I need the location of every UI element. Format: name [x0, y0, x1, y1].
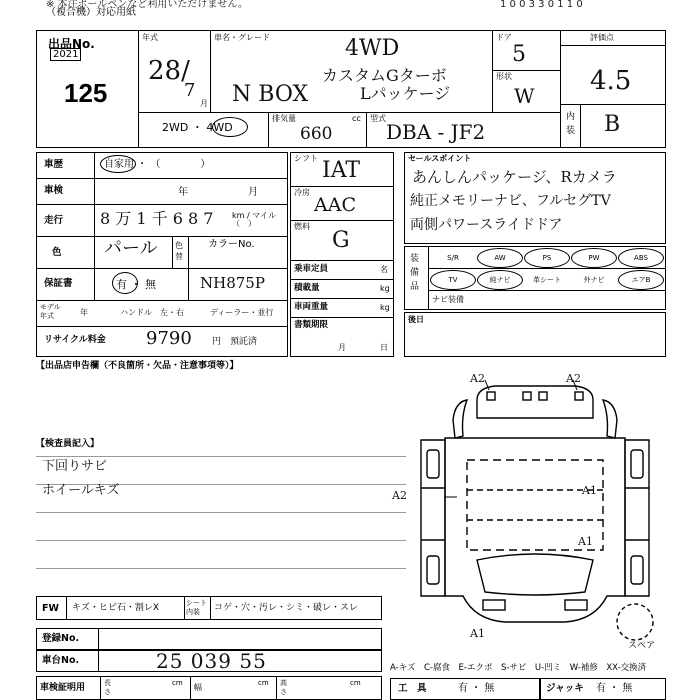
score-value: 4.5: [590, 66, 632, 96]
ac-label: 冷房: [294, 188, 310, 197]
damage-mark: A2: [392, 489, 407, 502]
name-label: 車名・グレード: [214, 33, 270, 42]
lot-number: 125: [64, 78, 108, 108]
color-no-label: カラーNo.: [208, 239, 255, 250]
model-year-unit: 年: [80, 308, 88, 317]
ac-value: AAC: [314, 194, 356, 216]
4wd-circle: [212, 117, 248, 137]
after-frame: [404, 312, 666, 357]
recycle-unit: 円 預託済: [212, 337, 258, 347]
history-label: 車歴: [44, 159, 64, 170]
mileage-unit: km / マイル（ ）: [232, 211, 277, 228]
inspection-month: 月: [248, 187, 258, 198]
fuel-value: G: [332, 228, 350, 253]
history-value: 自家用 ・ （ ）: [104, 159, 211, 170]
sales-line3: 両側パワースライドドア: [410, 217, 563, 233]
recycle-label: リサイクル料金: [44, 335, 106, 345]
weight-unit: kg: [380, 303, 390, 312]
warranty-value: 有 ・ 無: [116, 278, 156, 291]
model-type-label: 型式: [370, 114, 386, 123]
equipment-item: ABS: [618, 248, 664, 268]
shift-value: IAT: [322, 158, 361, 183]
warranty-label: 保証書: [44, 278, 73, 289]
interior-value: B: [604, 112, 621, 137]
tools-value: 有 ・ 無: [458, 683, 495, 694]
seat-items: コゲ・穴・汚レ・シミ・破レ・スレ: [214, 603, 359, 613]
length-unit: cm: [172, 679, 183, 687]
lot-label: 出品No.: [48, 37, 95, 51]
model-name: N BOX: [232, 82, 309, 107]
grade-line2: Lパッケージ: [360, 84, 451, 103]
header-sub: （複合機）対応用紙: [46, 7, 136, 18]
doors-label: ドア: [496, 33, 512, 42]
height-label: 高さ: [280, 679, 287, 696]
doors-value: 5: [512, 42, 526, 67]
inspection-year: 年: [178, 187, 188, 198]
drive-note: 4WD: [345, 36, 400, 61]
damage-mark: A2: [470, 372, 485, 385]
color-label: 色: [52, 247, 62, 258]
cert-label: 車検証明用: [40, 683, 86, 693]
equipment-label: 装備品: [410, 254, 420, 292]
mileage-label: 走行: [44, 215, 64, 226]
equipment-item: AW: [477, 248, 523, 268]
month-unit: 月: [200, 99, 208, 108]
chassis-value: 25 039 55: [156, 649, 267, 673]
equipment-item: 革シート: [533, 276, 561, 284]
color-change: 色替: [175, 241, 183, 261]
dealer-label: ディーラー・並行: [210, 308, 274, 317]
displacement-value: 660: [300, 124, 333, 144]
fw-label: FW: [42, 603, 59, 614]
equipment-item: エアB: [618, 270, 664, 290]
header-text: ※ 本注ボールペンなど利用いただけません。: [46, 0, 248, 10]
fuel-label: 燃料: [294, 222, 310, 231]
height-unit: cm: [350, 679, 361, 687]
inspection-label: 車検: [44, 185, 64, 196]
after-label: 後日: [408, 315, 424, 324]
damage-mark: A1: [578, 535, 593, 548]
width-label: 幅: [194, 683, 202, 692]
jack-value: 有 ・ 無: [596, 683, 633, 694]
load-unit: kg: [380, 284, 390, 293]
inspector-line2: ホイールキズ: [42, 483, 120, 498]
damage-legend: A-キズ C-腐食 E-エクボ S-サビ U-凹ミ W-補修 XX-交換済: [390, 663, 647, 673]
registration-row: [36, 628, 382, 650]
chassis-label: 車台No.: [42, 655, 80, 666]
private-circle: [100, 155, 136, 173]
year-label: 年式: [142, 33, 158, 42]
docs-day: 日: [380, 343, 388, 352]
tools-label: 工 具: [398, 683, 427, 694]
seat-label: シート内装: [186, 599, 207, 616]
grade-line1: カスタムGターボ: [322, 66, 447, 85]
equipment-item: 純ナビ: [477, 270, 523, 290]
equipment-item: TV: [430, 270, 476, 290]
capacity-unit: 名: [380, 265, 388, 274]
weight-label: 車両重量: [294, 302, 329, 312]
docs-label: 書類期限: [294, 320, 329, 330]
damage-mark: A1: [582, 484, 597, 497]
year-value: 28/: [148, 56, 190, 86]
shift-label: シフト: [294, 154, 318, 163]
width-unit: cm: [258, 679, 269, 687]
warranty-circle: [112, 272, 138, 294]
equipment-item: PW: [571, 248, 617, 268]
model-type-value: DBA - JF2: [386, 120, 486, 144]
shape-label: 形状: [496, 72, 512, 81]
color-no-value: NH875P: [200, 274, 265, 292]
inspector-label: 【検査員記入】: [36, 439, 100, 449]
handle-label: ハンドル 左・右: [120, 308, 184, 317]
capacity-label: 乗車定員: [294, 264, 329, 274]
jack-label: ジャッキ: [546, 683, 584, 694]
score-label: 評価点: [590, 33, 614, 42]
model-year-label: モデル年式: [40, 303, 61, 320]
displacement-unit: cc: [352, 114, 361, 123]
registration-label: 登録No.: [42, 633, 80, 644]
equipment-item: 外ナビ: [583, 276, 605, 284]
recycle-value: 9790: [146, 328, 192, 349]
docs-month: 月: [338, 343, 346, 352]
fw-items: キズ・ヒビ石・割レX: [72, 603, 159, 613]
spare-label: スペア: [628, 641, 656, 651]
header-code: 1 0 0 3 3 0 1 1 0: [500, 0, 583, 10]
drive-options: 2WD ・ 4WD: [162, 121, 233, 134]
car-diagram: [405, 360, 670, 650]
length-label: 長さ: [104, 679, 111, 696]
sales-label: セールスポイント: [408, 154, 472, 163]
cert-row: [36, 676, 382, 700]
sales-line2: 純正メモリーナビ、フルセグTV: [410, 193, 611, 209]
shape-value: W: [514, 84, 535, 108]
seller-notes-label: 【出品店申告欄（不良箇所・欠品・注意事項等）】: [36, 361, 239, 371]
interior-label: 内装: [566, 112, 576, 136]
equipment-item: PS: [524, 248, 570, 268]
color-value: パール: [104, 238, 158, 259]
damage-mark: A2: [566, 372, 581, 385]
sales-line1: あんしんパッケージ、Rカメラ: [412, 168, 617, 186]
damage-mark: A1: [470, 627, 485, 640]
equipment-item: S/R: [447, 254, 459, 262]
load-label: 積載量: [294, 283, 320, 293]
navi-label: ナビ装備: [432, 295, 464, 304]
month-value: 7: [184, 80, 196, 101]
lot-year-tag: 2021: [50, 48, 81, 61]
mileage-value: 8 万 1 千 6 8 7: [100, 209, 214, 228]
inspector-line1: 下回りサビ: [42, 459, 108, 474]
displacement-label: 排気量: [272, 114, 296, 123]
